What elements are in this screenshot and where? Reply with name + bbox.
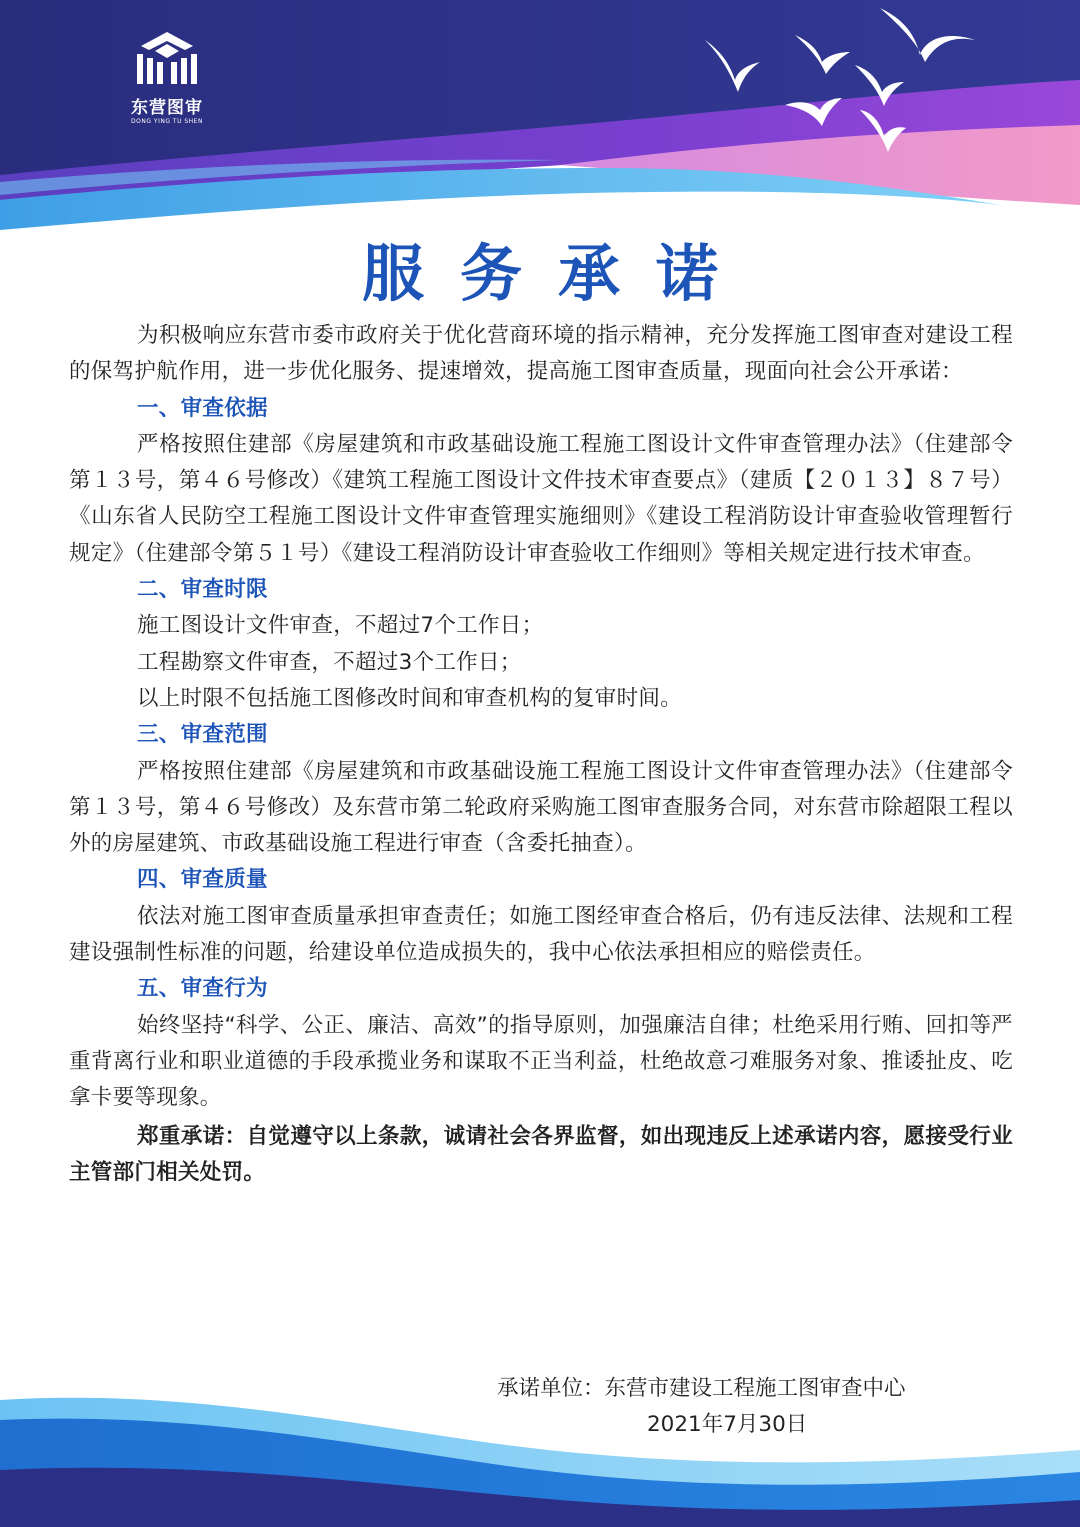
section-paragraph: 始终坚持“科学、公正、廉洁、高效”的指导原则，加强廉洁自律；杜绝采用行贿、回扣等严重背离行业和职业道德的手段承揽业务和谋取不正当利益，杜绝故意刁难服务对象、推诿扯皮、吃拿卡要等现象。 — [69, 1012, 1013, 1111]
section-heading-basis: 一、审查依据 — [137, 395, 268, 421]
signature-unit: 承诺单位：东营市建设工程施工图审查中心 — [497, 1376, 906, 1401]
section-paragraph: 严格按照住建部《房屋建筑和市政基础设施工程施工图设计文件审查管理办法》（住建部令第１３号，第４６号修改）《建筑工程施工图设计文件技术审查要点》（建质【２０１３】８７号）《山东省人民防空工程施工图设计文件审查管理实施细则》《建设工程消防设计审查验收管理暂行规定》（住建部令第５１号）《建设工程消防设计审查验收工作细则》等相关规定进行技术审查。 — [69, 431, 1013, 566]
section-paragraph: 依法对施工图审查质量承担审查责任；如施工图经审查合格后，仍有违反法律、法规和工程建设强制性标准的问题，给建设单位造成损失的，我中心依法承担相应的赔偿责任。 — [69, 903, 1013, 966]
logo-mark-icon — [123, 30, 211, 90]
section-heading-quality: 四、审查质量 — [137, 867, 268, 893]
signature-date: 2021年7月30日 — [647, 1412, 808, 1437]
logo-chinese-text: 东营图审 — [131, 98, 203, 118]
signature-block — [497, 1371, 977, 1443]
document-body — [69, 318, 1013, 1191]
section-heading-conduct: 五、审查行为 — [137, 976, 268, 1002]
logo — [112, 30, 222, 126]
section-heading-scope: 三、审查范围 — [137, 722, 268, 748]
section-paragraph: 工程勘察文件审查，不超过3个工作日； — [137, 649, 522, 675]
solemn-pledge: 郑重承诺：自觉遵守以上条款，诚请社会各界监督，如出现违反上述承诺内容，愿接受行业主管部门相关处罚。 — [69, 1123, 1013, 1185]
logo-english-text: DONG YING TU SHEN — [131, 118, 203, 125]
intro-paragraph: 为积极响应东营市委市政府关于优化营商环境的指示精神，充分发挥施工图审查对建设工程的保驾护航作用，进一步优化服务、提速增效，提高施工图审查质量，现面向社会公开承诺： — [69, 323, 1013, 385]
section-paragraph: 以上时限不包括施工图修改时间和审查机构的复审时间。 — [137, 685, 683, 711]
section-paragraph: 施工图设计文件审查，不超过7个工作日； — [137, 613, 544, 639]
page-title: 服务承诺 — [361, 237, 754, 310]
section-paragraph: 严格按照住建部《房屋建筑和市政基础设施工程施工图设计文件审查管理办法》（住建部令第１３号，第４６号修改）及东营市第二轮政府采购施工图审查服务合同，对东营市除超限工程以外的房屋建筑、市政基础设施工程进行审查（含委托抽查）。 — [69, 758, 1013, 857]
section-heading-time-limit: 二、审查时限 — [137, 577, 268, 603]
